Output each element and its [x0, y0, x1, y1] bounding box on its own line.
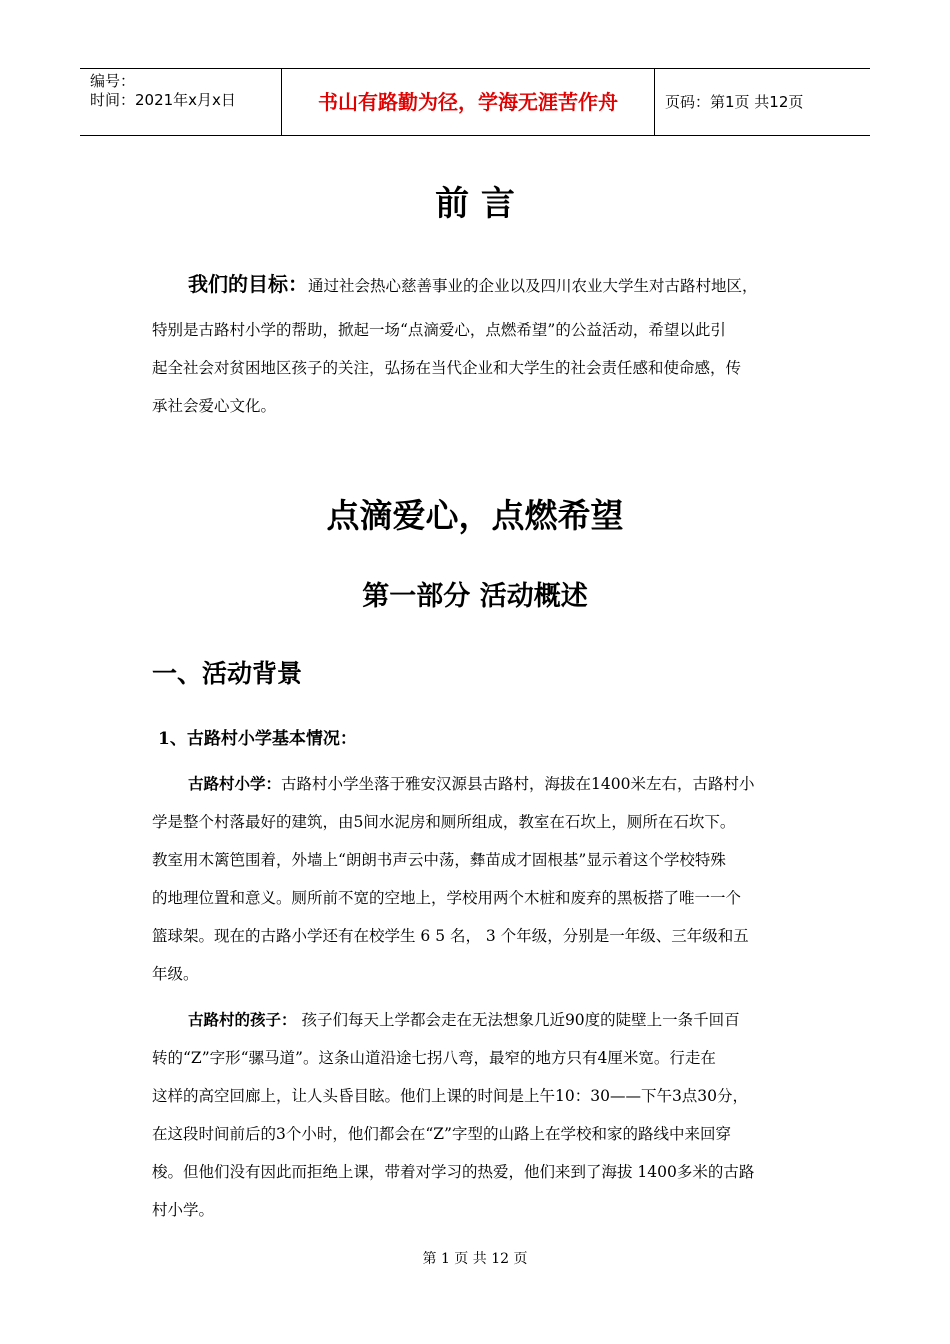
header-left-cell	[80, 69, 282, 135]
goal-line-2: 特别是古路村小学的帮助，掀起一场“点滴爱心，点燃希望”的公益活动，希望以此引	[152, 321, 726, 339]
school-line-4: 的地理位置和意义。厕所前不宽的空地上，学校用两个木桩和废弃的黑板搭了唯一一个	[152, 889, 742, 907]
header-table	[80, 68, 870, 136]
goal-line-1	[188, 268, 758, 297]
school-line-2: 学是整个村落最好的建筑，由5间水泥房和厕所组成，教室在石坎上，厕所在石坎下。	[152, 813, 736, 831]
children-line-5: 梭。但他们没有因此而拒绝上课，带着对学习的热爱，他们来到了海拔 1400多米的古路	[152, 1163, 755, 1181]
motto: 书山有路勤为径，学海无涯苦作舟	[282, 69, 655, 135]
children-line-6: 村小学。	[152, 1201, 215, 1219]
goal-line-3: 起全社会对贫困地区孩子的关注，弘扬在当代企业和大学生的社会责任感和使命感，传	[152, 359, 742, 377]
children-line-1	[188, 1008, 740, 1030]
goal-line-4: 承社会爱心文化。	[152, 397, 277, 415]
school-line-5: 篮球架。现在的古路小学还有在校学生 6 5 名， 3 个年级，分别是一年级、三年级和五	[152, 927, 749, 945]
children-line-3: 这样的高空回廊上，让人头昏目眩。他们上课的时间是上午10：30——下午3点30分，	[152, 1087, 749, 1105]
section-title: 一、活动背景	[152, 659, 303, 688]
goal-text-1: 通过社会热心慈善事业的企业以及四川农业大学生对古路村地区，	[308, 277, 758, 295]
school-line-3: 教室用木篱笆围着，外墙上“朗朗书声云中荡，彝苗成才固根基”显示着这个学校特殊	[152, 851, 726, 869]
number-label: 编号：	[90, 72, 136, 90]
part-title: 第一部分 活动概述	[362, 581, 588, 612]
main-title: 点滴爱心，点燃希望	[326, 496, 624, 535]
page-footer: 第 1 页 共 12 页	[422, 1251, 528, 1267]
time-label: 时间：2021年x月x日	[90, 91, 236, 109]
children-text-1: 孩子们每天上学都会走在无法想象几近90度的陡壁上一条千回百	[296, 1011, 740, 1029]
children-label: 古路村的孩子：	[188, 1010, 297, 1029]
school-line-1	[188, 772, 754, 794]
preface-title: 前 言	[435, 184, 515, 224]
page-info: 页码：第1页 共12页	[665, 93, 804, 111]
school-label: 古路村小学：	[188, 774, 282, 793]
goal-label: 我们的目标：	[188, 272, 308, 296]
children-line-4: 在这段时间前后的3个小时，他们都会在“Z”字型的山路上在学校和家的路线中来回穿	[152, 1125, 731, 1143]
subsection-title: 1、古路村小学基本情况：	[158, 729, 357, 749]
school-text-1: 古路村小学坐落于雅安汉源县古路村，海拔在1400米左右，古路村小	[281, 775, 755, 793]
school-line-6: 年级。	[152, 965, 199, 983]
children-line-2: 转的“Z”字形“骡马道”。这条山道沿途七拐八弯，最窄的地方只有4厘米宽。行走在	[152, 1049, 716, 1067]
